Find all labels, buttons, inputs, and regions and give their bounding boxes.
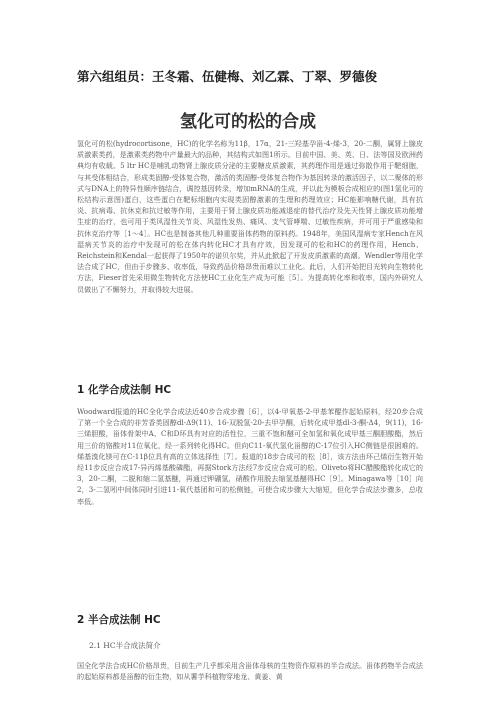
- section-1-paragraph: Woodward报道的HC全化学合成法近40步合成步骤［6］，以4-甲氧基-2-甲基苯醌作起始原料，经20步合成了第一个全合成的非芳香类固醇dl-Δ9(11)、16-双脱氢-20-去甲孕酮，后转化成甲基dl-3-酮-Δ4，9(11)，16-三烯胆酸，甾体骨架中A、C和D环具有对应的活性位，三重不饱和醚可全加氢和氧化成甲基三酮胆酸酯，然后用三价的铬酸对11位氧化，经一系列转化得HC。但向C11-氧代氢化甾醇的C-17位引入HC侧链是很困难的。烯基溴化镁可在C-11β位具有高的立体选择性［7］。报道的18步合成可的松［8］，该方法由环己烯衍生物开始经11步反应合成17-异丙烯基酸磷酯，再据Stork方法经7步反应合成可的松。Oliveto将HC醋酸酯转化成它的3，20-二酮，二脱和缩二氢基醚，再通过钾硼氢，硝酸作用脱去缩氢基醚得HC［9］。Minagawa等［10］向2，3-二氢吲中间体同时引进11-氧代基团和可的松侧链，可使合成步骤大大缩短，但化学合成法步骤多，总收率低。: [77, 407, 423, 506]
- document-title: 氢化可的松的合成: [180, 112, 316, 132]
- section-heading-2: 2 半合成法制 HC: [77, 614, 161, 626]
- group-members: 第六组组员：王冬霜、伍健梅、刘乙霖、丁翠、罗德俊: [77, 69, 378, 84]
- section-2-paragraph: 国全化学法合成HC价格昂贵，目前生产几乎都采用含甾体母核的生物资作原料的半合成法。甾体药物半合成法的起始原料都是甾醇的衍生物，如从薯芋科植物穿地龙、黄姜、黄: [77, 661, 423, 682]
- section-heading-1: 1 化学合成法制 HC: [77, 384, 172, 396]
- subsection-heading-2-1: 2.1 HC半合成法简介: [89, 641, 161, 650]
- intro-paragraph: 氢化可的松(hydrocortisone，HC)的化学名称为11β，17α，21-三羟基孕甾-4-烯-3，20-二酮，属肾上腺皮质激素类药，是激素类药物中产量最大的品种，其结构式如图1所示。目前中国、美、英、日、法等国及欧洲药典均有收载。5 ltr HC是哺乳动物肾上腺皮质分泌的主要糖皮质激素，其药理作用是通过弥散作用于靶细胞，与其受体相结合，形成类固醇-受体复合物，激活的类固醇-受体复合物作为基因转录的激活因子，以二聚体的形式与DNA上的特异性顺序链结合，调控基因转录，增加mRNA的生成，并以此为模板合成相应的(图1氢化可的松结构示意图)蛋白，这些蛋白在靶标细胞内实现类固醇激素的生理和药理效应；HC能影响糖代谢，具有抗炎、抗病毒、抗休克和抗过敏等作用，主要用于肾上腺皮质功能减退症的替代治疗及先天性肾上腺皮质功能增生症的治疗，也可用于类风湿性关节炎、风湿性发热、痛风、支气管哮喘、过敏性疾病，并可用于严重感染和抗休克治疗等［1～4］。HC也是制备其他几种重要甾体药物的原料药。1948年，美国风湿病专家Hench在风湿病关节炎的治疗中发现可的松在体内转化HC才具有疗效，因发现可的松和HC的药理作用，Hench、Reichstein和Kendal一起获得了1950年的诺贝尔奖，并从此掀起了开发皮质激素的高潮。Wendler等用化学法合成了HC，但由于步骤多、收率低，导致药品价格昂贵而难以工业化。此后，人们开始把目光转向生物转化方法，Fieser首先采用微生物转化方法使HC工业化生产成为可能［5］。为提高转化率和收率，国内外研究人员做出了不懈努力，并取得较大进展。: [77, 139, 423, 294]
